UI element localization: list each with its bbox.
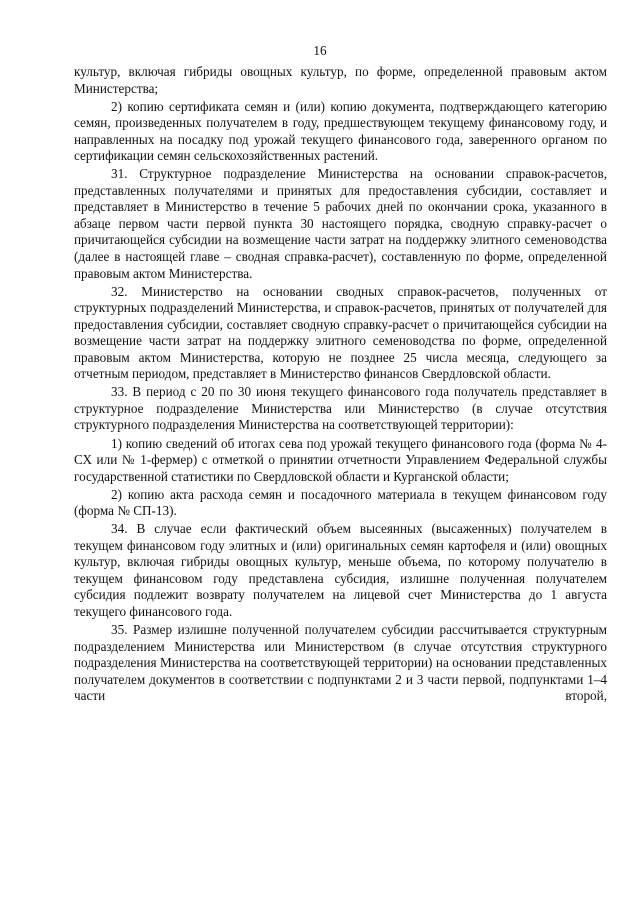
paragraph-clause-32: 32. Министерство на основании сводных справок-расчетов, полученных от структурных подразделений Министерства, и справок-расчетов, принятых от получателей для предоставления субсидии, составляет сводную справку-расчет о причитающейся субсидии на возмещение части затрат на поддержку элитного семеноводства по форме, определенной правовым актом Министерства, которую не позднее 25 числа месяца, следующего за отчетным периодом, представляет в Министерство финансов Свердловской области. (74, 283, 607, 382)
paragraph-clause-31: 31. Структурное подразделение Министерства на основании справок-расчетов, представленных получателями и принятых для предоставления субсидии, составляет и представляет в Министерство в течение 5 рабочих дней по окончании срока, указанного в абзаце первом части первой пункта 30 настоящего порядка, сводную справку-расчет о причитающейся субсидии на возмещение части затрат на поддержку элитного семеноводства (далее в настоящей главе – сводная справка-расчет), составленную по форме, определенной правовым актом Министерства. (74, 166, 607, 281)
paragraph-item-1-sowing-report: 1) копию сведений об итогах сева под урожай текущего финансового года (форма № 4-СХ или № 1-фермер) с отметкой о принятии отчетности Управлением Федеральной службы государственной статистики по Свердловской области и Курганской области; (74, 435, 607, 484)
document-body (74, 64, 607, 706)
paragraph-continuation: культур, включая гибриды овощных культур, по форме, определенной правовым актом Министерства; (74, 64, 607, 96)
paragraph-clause-34: 34. В случае если фактический объем высеянных (высаженных) получателем в текущем финансовом году элитных и (или) оригинальных семян картофеля и (или) овощных культур, включая гибриды овощных культур, меньше объема, по которому получателю в текущем финансовом году представлена субсидия, излишне полученная получателем субсидия подлежит возврату получателем на лицевой счет Министерства до 1 августа текущего финансового года. (74, 521, 607, 619)
page-number: 16 (313, 43, 327, 58)
paragraph-clause-35: 35. Размер излишне полученной получателем субсидии рассчитывается структурным подразделением Министерства или Министерством (в случае отсутствия структурного подразделения Министерства на соответствующей территории) на основании представленных получателем документов в соответствии с подпунктами 2 и 3 части первой, подпунктами 1–4 части второй, (74, 622, 607, 704)
paragraph-item-2-certificate: 2) копию сертификата семян и (или) копию документа, подтверждающего категорию семян, произведенных получателем в году, предшествующем текущему финансовому году, и направленных на посадку под урожай текущего финансового года, заверенного органом по сертификации семян сельскохозяйственных растений. (74, 98, 607, 164)
paragraph-clause-33: 33. В период с 20 по 30 июня текущего финансового года получатель представляет в структурное подразделение Министерства или Министерство (в случае отсутствия структурного подразделения Министерства на соответствующей территории): (74, 384, 607, 433)
paragraph-item-2-seed-act: 2) копию акта расхода семян и посадочного материала в текущем финансовом году (форма № СП-13). (74, 486, 607, 519)
